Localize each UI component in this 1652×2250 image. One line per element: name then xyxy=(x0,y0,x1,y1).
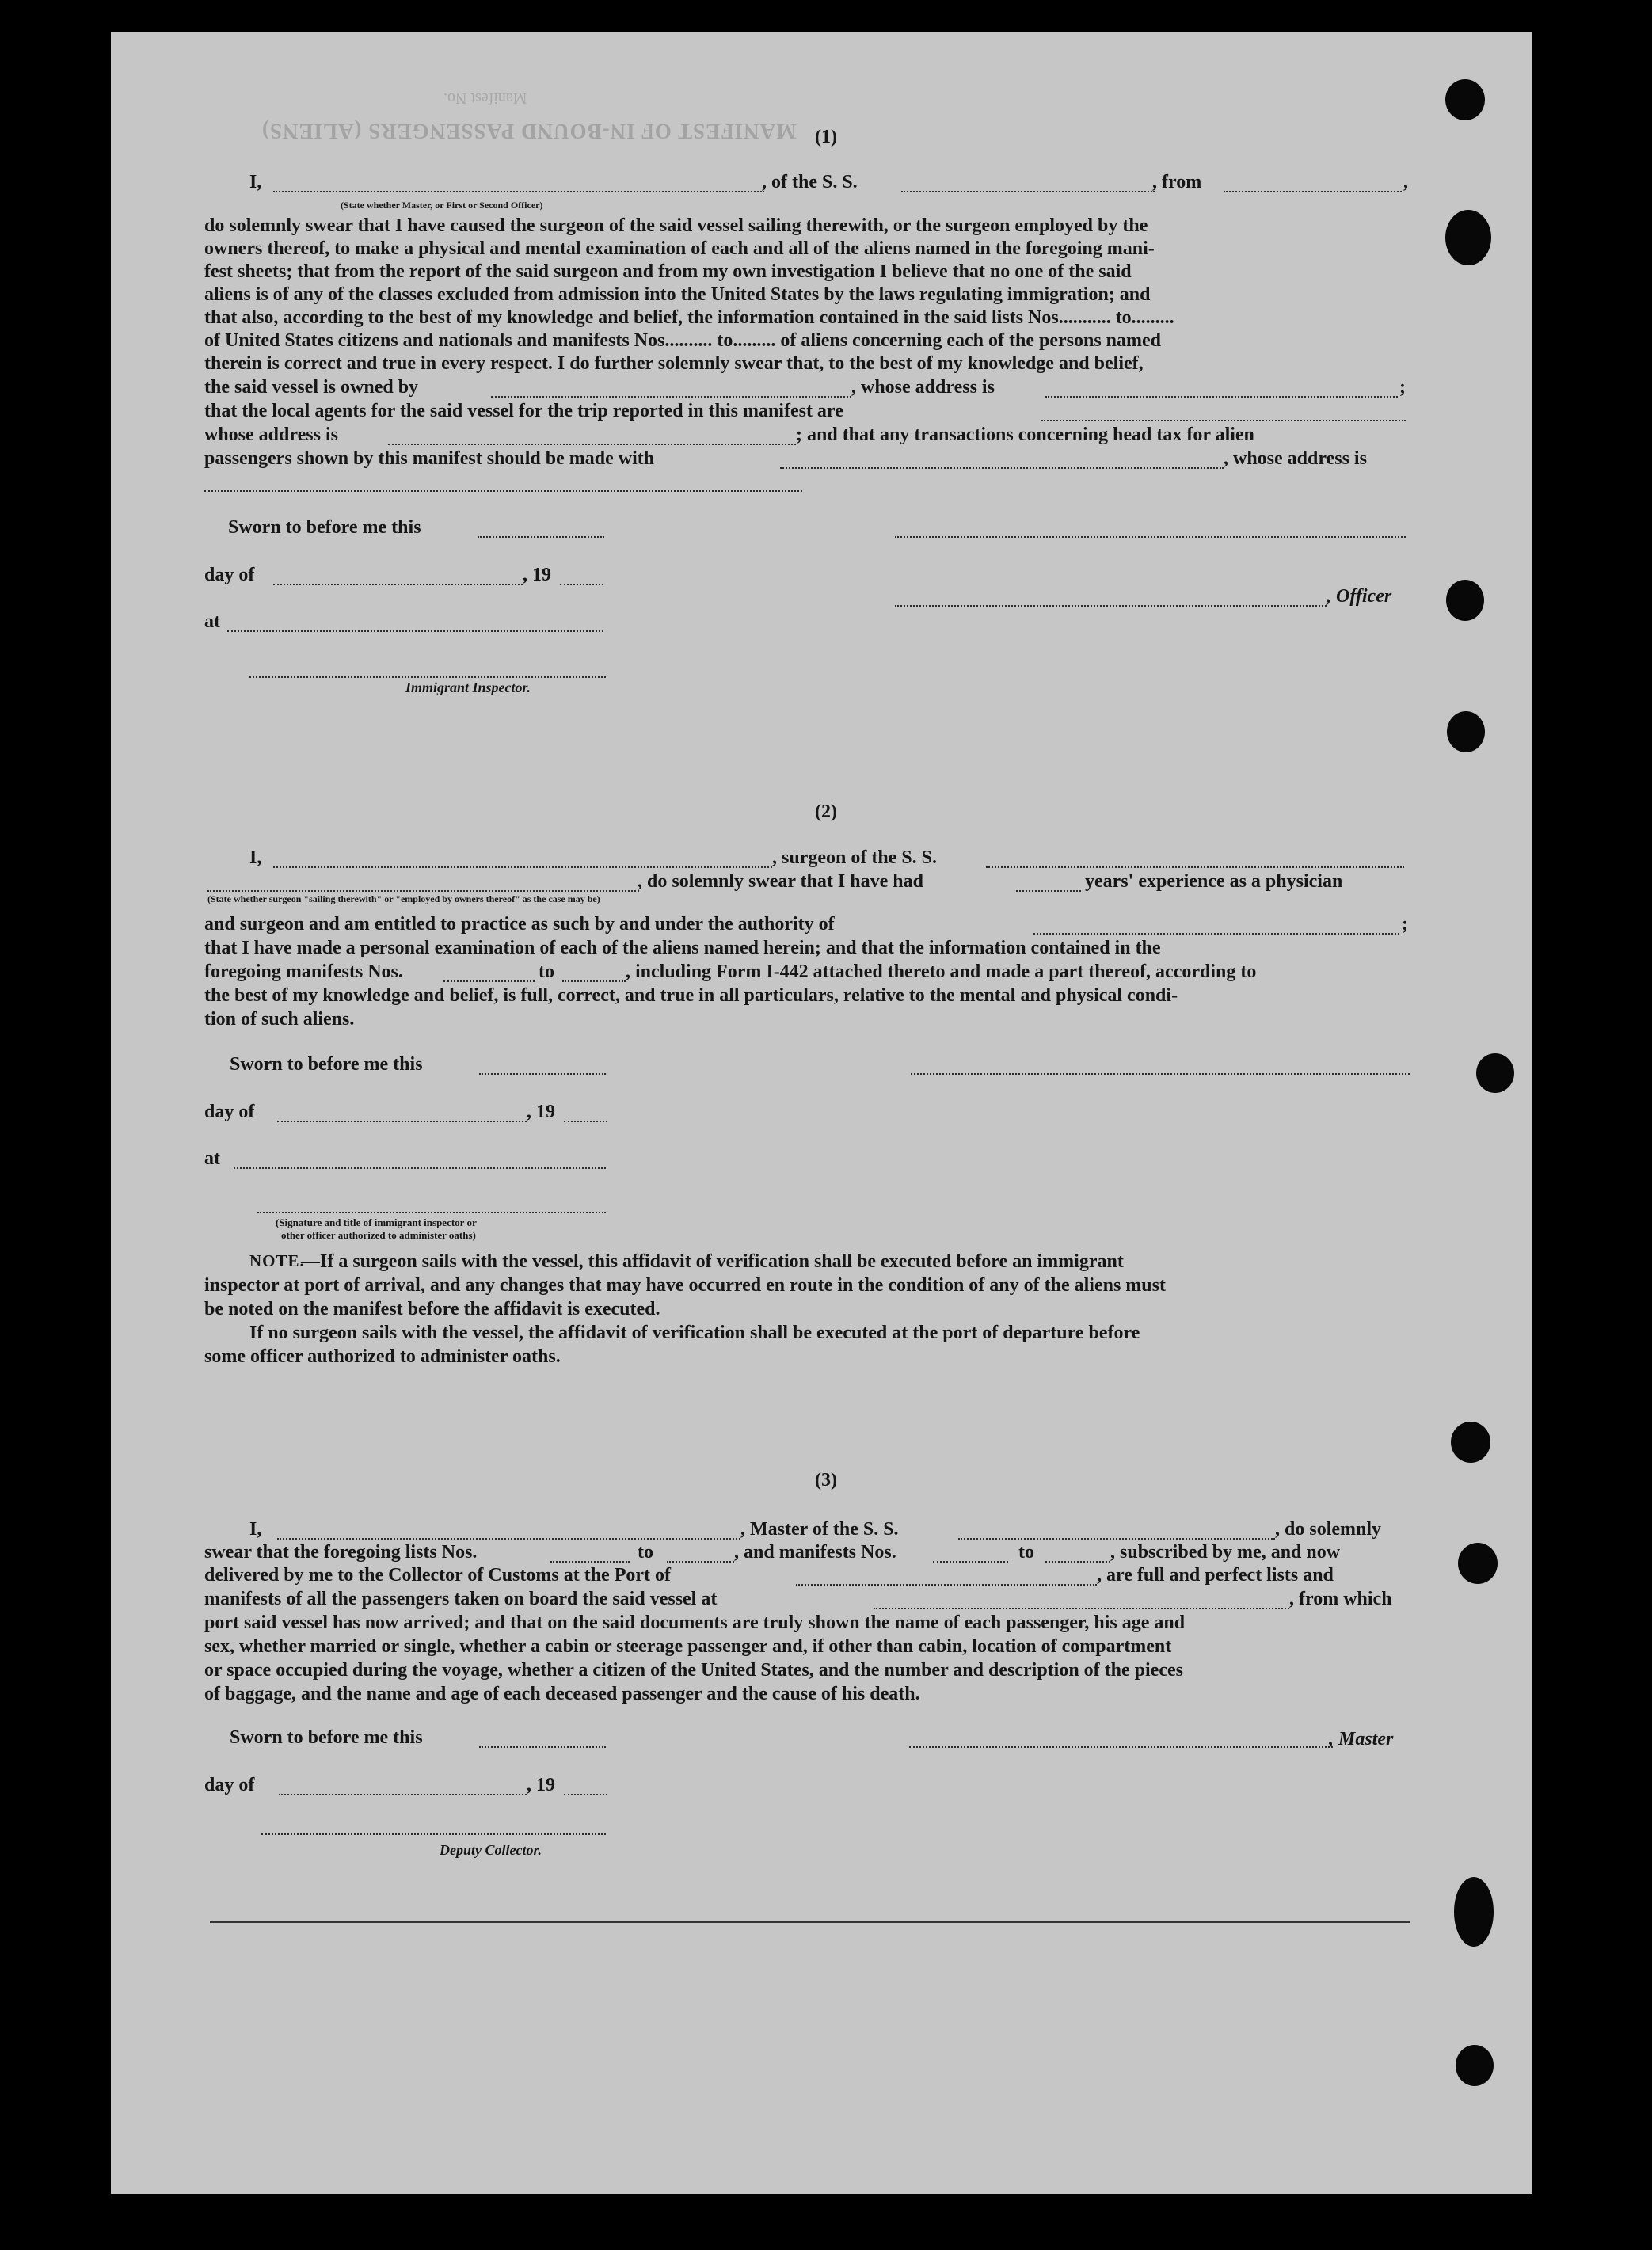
s3-from-which-label: , from which xyxy=(1289,1589,1392,1609)
s3-port-field[interactable] xyxy=(796,1584,1097,1586)
s3-master-name-field[interactable] xyxy=(277,1538,740,1540)
s3-lists-from-field[interactable] xyxy=(550,1561,630,1563)
s3-manifests-label: , and manifests Nos. xyxy=(734,1542,896,1563)
s2-note-line: —If a surgeon sails with the vessel, this affidavit of verification shall be executed before an immigrant xyxy=(301,1251,1124,1272)
s1-officer-name-field[interactable] xyxy=(273,191,764,192)
s2-years-label: years' experience as a physician xyxy=(1085,871,1343,892)
punch-hole xyxy=(1456,2045,1494,2086)
s2-form-text: , including Form I-442 attached thereto and made a part thereof, according to xyxy=(626,961,1257,982)
s3-collector-signature-field[interactable] xyxy=(261,1833,606,1835)
s1-head-tax-text: ; and that any transactions concerning head tax for alien xyxy=(796,424,1254,445)
s1-inspector-signature-field[interactable] xyxy=(249,676,606,678)
s2-inspector-signature-field[interactable] xyxy=(257,1212,606,1213)
s2-i-label: I, xyxy=(249,847,262,868)
punch-hole xyxy=(1447,711,1485,752)
s2-at-label: at xyxy=(204,1148,220,1169)
s3-month-field[interactable] xyxy=(279,1794,527,1795)
s3-body-line: port said vessel has now arrived; and that on the said documents are truly shown the name of each passenger, his age and xyxy=(204,1612,1186,1633)
s1-body-line: owners thereof, to make a physical and mental examination of each and all of the aliens named in the foregoing mani- xyxy=(204,238,1155,259)
s2-note-line: some officer authorized to administer oaths. xyxy=(204,1346,561,1367)
s1-inspector-caption: Immigrant Inspector. xyxy=(405,680,531,695)
s3-sworn-label: Sworn to before me this xyxy=(230,1727,423,1748)
s1-vessel-name-field[interactable] xyxy=(901,191,1155,192)
s3-lists-label: swear that the foregoing lists Nos. xyxy=(204,1542,478,1563)
s2-surgeon-caption: (State whether surgeon "sailing therewith" or "employed by owners thereof" as the case may be) xyxy=(207,893,600,904)
s1-agent-address-label: whose address is xyxy=(204,424,338,445)
punch-hole xyxy=(1451,1422,1490,1463)
s2-note-line: If no surgeon sails with the vessel, the affidavit of verification shall be executed at the port of departure before xyxy=(249,1323,1140,1343)
s2-body-line: that I have made a personal examination of each of the aliens named herein; and that the information contained in the xyxy=(204,938,1161,958)
s2-manifests-label: foregoing manifests Nos. xyxy=(204,961,403,982)
s2-note-label: NOTE. xyxy=(249,1251,305,1270)
s2-years-field[interactable] xyxy=(1016,890,1081,892)
s2-note-line: be noted on the manifest before the affidavit is executed. xyxy=(204,1299,660,1319)
punch-hole xyxy=(1445,210,1491,265)
s2-note-line: inspector at port of arrival, and any changes that may have occurred en route in the condition of any of the aliens must xyxy=(204,1275,1166,1296)
s2-vessel-name-field[interactable] xyxy=(986,866,1404,868)
s2-place-field[interactable] xyxy=(234,1167,606,1169)
s3-manifests-to-field[interactable] xyxy=(1045,1561,1110,1563)
s3-manifests-to-label: to xyxy=(1018,1542,1034,1563)
s1-owner-address-label: , whose address is xyxy=(851,377,995,398)
s1-officer-caption: (State whether Master, or First or Second Officer) xyxy=(341,200,543,211)
s1-agents-field[interactable] xyxy=(1041,420,1406,421)
s1-owned-by-label: the said vessel is owned by xyxy=(204,377,419,398)
s1-place-field[interactable] xyxy=(227,630,603,632)
s1-month-field[interactable] xyxy=(273,584,523,585)
s2-signature-caption: (Signature and title of immigrant inspector or xyxy=(276,1216,477,1228)
s3-sworn-date-field[interactable] xyxy=(479,1746,606,1748)
s3-port-label: delivered by me to the Collector of Customs at the Port of xyxy=(204,1565,671,1586)
s1-owner-field[interactable] xyxy=(491,396,851,398)
s1-line1-comma: , xyxy=(1403,172,1408,192)
s2-sworn-date-field[interactable] xyxy=(479,1073,606,1075)
s1-passengers-label: passengers shown by this manifest should be made with xyxy=(204,448,655,469)
s3-i-label: I, xyxy=(249,1519,262,1540)
punch-hole xyxy=(1446,580,1484,621)
s3-subscribed-label: , subscribed by me, and now xyxy=(1110,1542,1341,1563)
section-2-heading: (2) xyxy=(815,801,837,822)
punch-hole xyxy=(1445,79,1485,120)
s3-collector-caption: Deputy Collector. xyxy=(440,1842,542,1858)
s1-body-line: of United States citizens and nationals and manifests Nos.......... to......... of aliens concerning each of the persons named xyxy=(204,330,1162,351)
section-3-heading: (3) xyxy=(815,1470,837,1490)
bottom-rule xyxy=(210,1921,1410,1923)
s2-authority-semicolon: ; xyxy=(1402,914,1408,935)
s1-agent-address-field[interactable] xyxy=(388,444,796,445)
s3-solemnly-label: , do solemnly xyxy=(1275,1519,1382,1540)
punch-hole xyxy=(1454,1877,1494,1947)
s3-body-line: sex, whether married or single, whether a cabin or steerage passenger and, if other than cabin, location of compartment xyxy=(204,1636,1172,1657)
s2-surgeon-status-field[interactable] xyxy=(207,890,639,892)
bleed-through-manifest-no: Manifest No. xyxy=(443,89,527,107)
s2-body-line: tion of such aliens. xyxy=(204,1009,355,1030)
s2-sworn-label: Sworn to before me this xyxy=(230,1054,423,1075)
s3-master-of-ss-label: , Master of the S. S. xyxy=(740,1519,899,1540)
s2-surgeon-name-field[interactable] xyxy=(273,866,772,868)
s1-year-label: , 19 xyxy=(523,565,551,585)
s3-embark-port-field[interactable] xyxy=(874,1608,1289,1609)
s2-authority-field[interactable] xyxy=(1033,933,1399,935)
s1-head-tax-payee-field[interactable] xyxy=(780,467,1224,469)
s3-master-label: , Master xyxy=(1329,1729,1394,1749)
s3-body-line: or space occupied during the voyage, whether a citizen of the United States, and the number and description of the pieces xyxy=(204,1660,1183,1681)
s1-sworn-date-field[interactable] xyxy=(478,536,604,538)
s1-of-ss-label: , of the S. S. xyxy=(762,172,858,192)
s1-payee-address-field[interactable] xyxy=(204,490,802,492)
s3-lists-to-label: to xyxy=(638,1542,653,1563)
s1-agents-label: that the local agents for the said vessel for the trip reported in this manifest are xyxy=(204,401,843,421)
punch-hole xyxy=(1458,1543,1498,1584)
s2-surgeon-signature-field[interactable] xyxy=(911,1073,1410,1075)
s2-signature-caption: other officer authorized to administer oaths) xyxy=(281,1229,476,1241)
s2-to-label: to xyxy=(539,961,554,982)
s2-authority-label: and surgeon and am entitled to practice as such by and under the authority of xyxy=(204,914,835,935)
s1-at-label: at xyxy=(204,611,220,632)
s3-lists-to-field[interactable] xyxy=(667,1561,734,1563)
s3-day-of-label: day of xyxy=(204,1775,255,1795)
s1-body-line: fest sheets; that from the report of the said surgeon and from my own investigation I believe that no one of the said xyxy=(204,261,1132,282)
s1-i-label: I, xyxy=(249,172,262,192)
s3-body-line: of baggage, and the name and age of each deceased passenger and the cause of his death. xyxy=(204,1684,920,1704)
s1-sworn-label: Sworn to before me this xyxy=(228,517,421,538)
s1-owner-address-field[interactable] xyxy=(1045,396,1398,398)
s2-year-field[interactable] xyxy=(564,1121,607,1122)
s2-manifest-from-field[interactable] xyxy=(443,980,535,982)
s3-master-signature-field[interactable] xyxy=(909,1746,1333,1748)
s3-embark-label: manifests of all the passengers taken on board the said vessel at xyxy=(204,1589,718,1609)
s3-manifests-from-field[interactable] xyxy=(933,1561,1008,1563)
s1-body-line: that also, according to the best of my knowledge and belief, the information contained in the said lists Nos........... to......... xyxy=(204,307,1174,328)
s1-body-line: aliens is of any of the classes excluded from admission into the United States by the laws regulating immigration; and xyxy=(204,284,1151,305)
s2-day-of-label: day of xyxy=(204,1102,255,1122)
s1-officer-signature-field[interactable] xyxy=(895,536,1406,538)
s1-officer-label: , Officer xyxy=(1327,586,1392,607)
s3-vessel-name-field[interactable] xyxy=(958,1538,1275,1540)
punch-hole xyxy=(1476,1053,1514,1093)
s3-year-field[interactable] xyxy=(564,1794,607,1795)
s2-year-label: , 19 xyxy=(527,1102,555,1122)
s1-day-of-label: day of xyxy=(204,565,255,585)
s1-body-line: therein is correct and true in every respect. I do further solemnly swear that, to the best of my knowledge and belief, xyxy=(204,353,1144,374)
s2-swear-label: , do solemnly swear that I have had xyxy=(638,871,923,892)
s1-owner-semicolon: ; xyxy=(1399,377,1406,398)
s1-officer-title-field[interactable] xyxy=(895,605,1327,607)
s2-body-line: the best of my knowledge and belief, is full, correct, and true in all particulars, relative to the mental and physical condi- xyxy=(204,985,1178,1006)
bleed-through-header: MANIFEST OF IN-BOUND PASSENGERS (ALIENS) xyxy=(261,120,797,143)
section-1-heading: (1) xyxy=(815,127,837,147)
s2-manifest-to-field[interactable] xyxy=(562,980,626,982)
s1-payee-address-label: , whose address is xyxy=(1224,448,1367,469)
s2-month-field[interactable] xyxy=(277,1121,527,1122)
s1-body-line: do solemnly swear that I have caused the surgeon of the said vessel sailing therewith, or the surgeon employed by the xyxy=(204,215,1148,236)
s2-surgeon-of-ss-label: , surgeon of the S. S. xyxy=(772,847,938,868)
s1-from-label: , from xyxy=(1152,172,1202,192)
s1-year-field[interactable] xyxy=(560,584,603,585)
s3-year-label: , 19 xyxy=(527,1775,555,1795)
s1-from-port-field[interactable] xyxy=(1224,191,1402,192)
s3-full-lists-label: , are full and perfect lists and xyxy=(1097,1565,1334,1586)
